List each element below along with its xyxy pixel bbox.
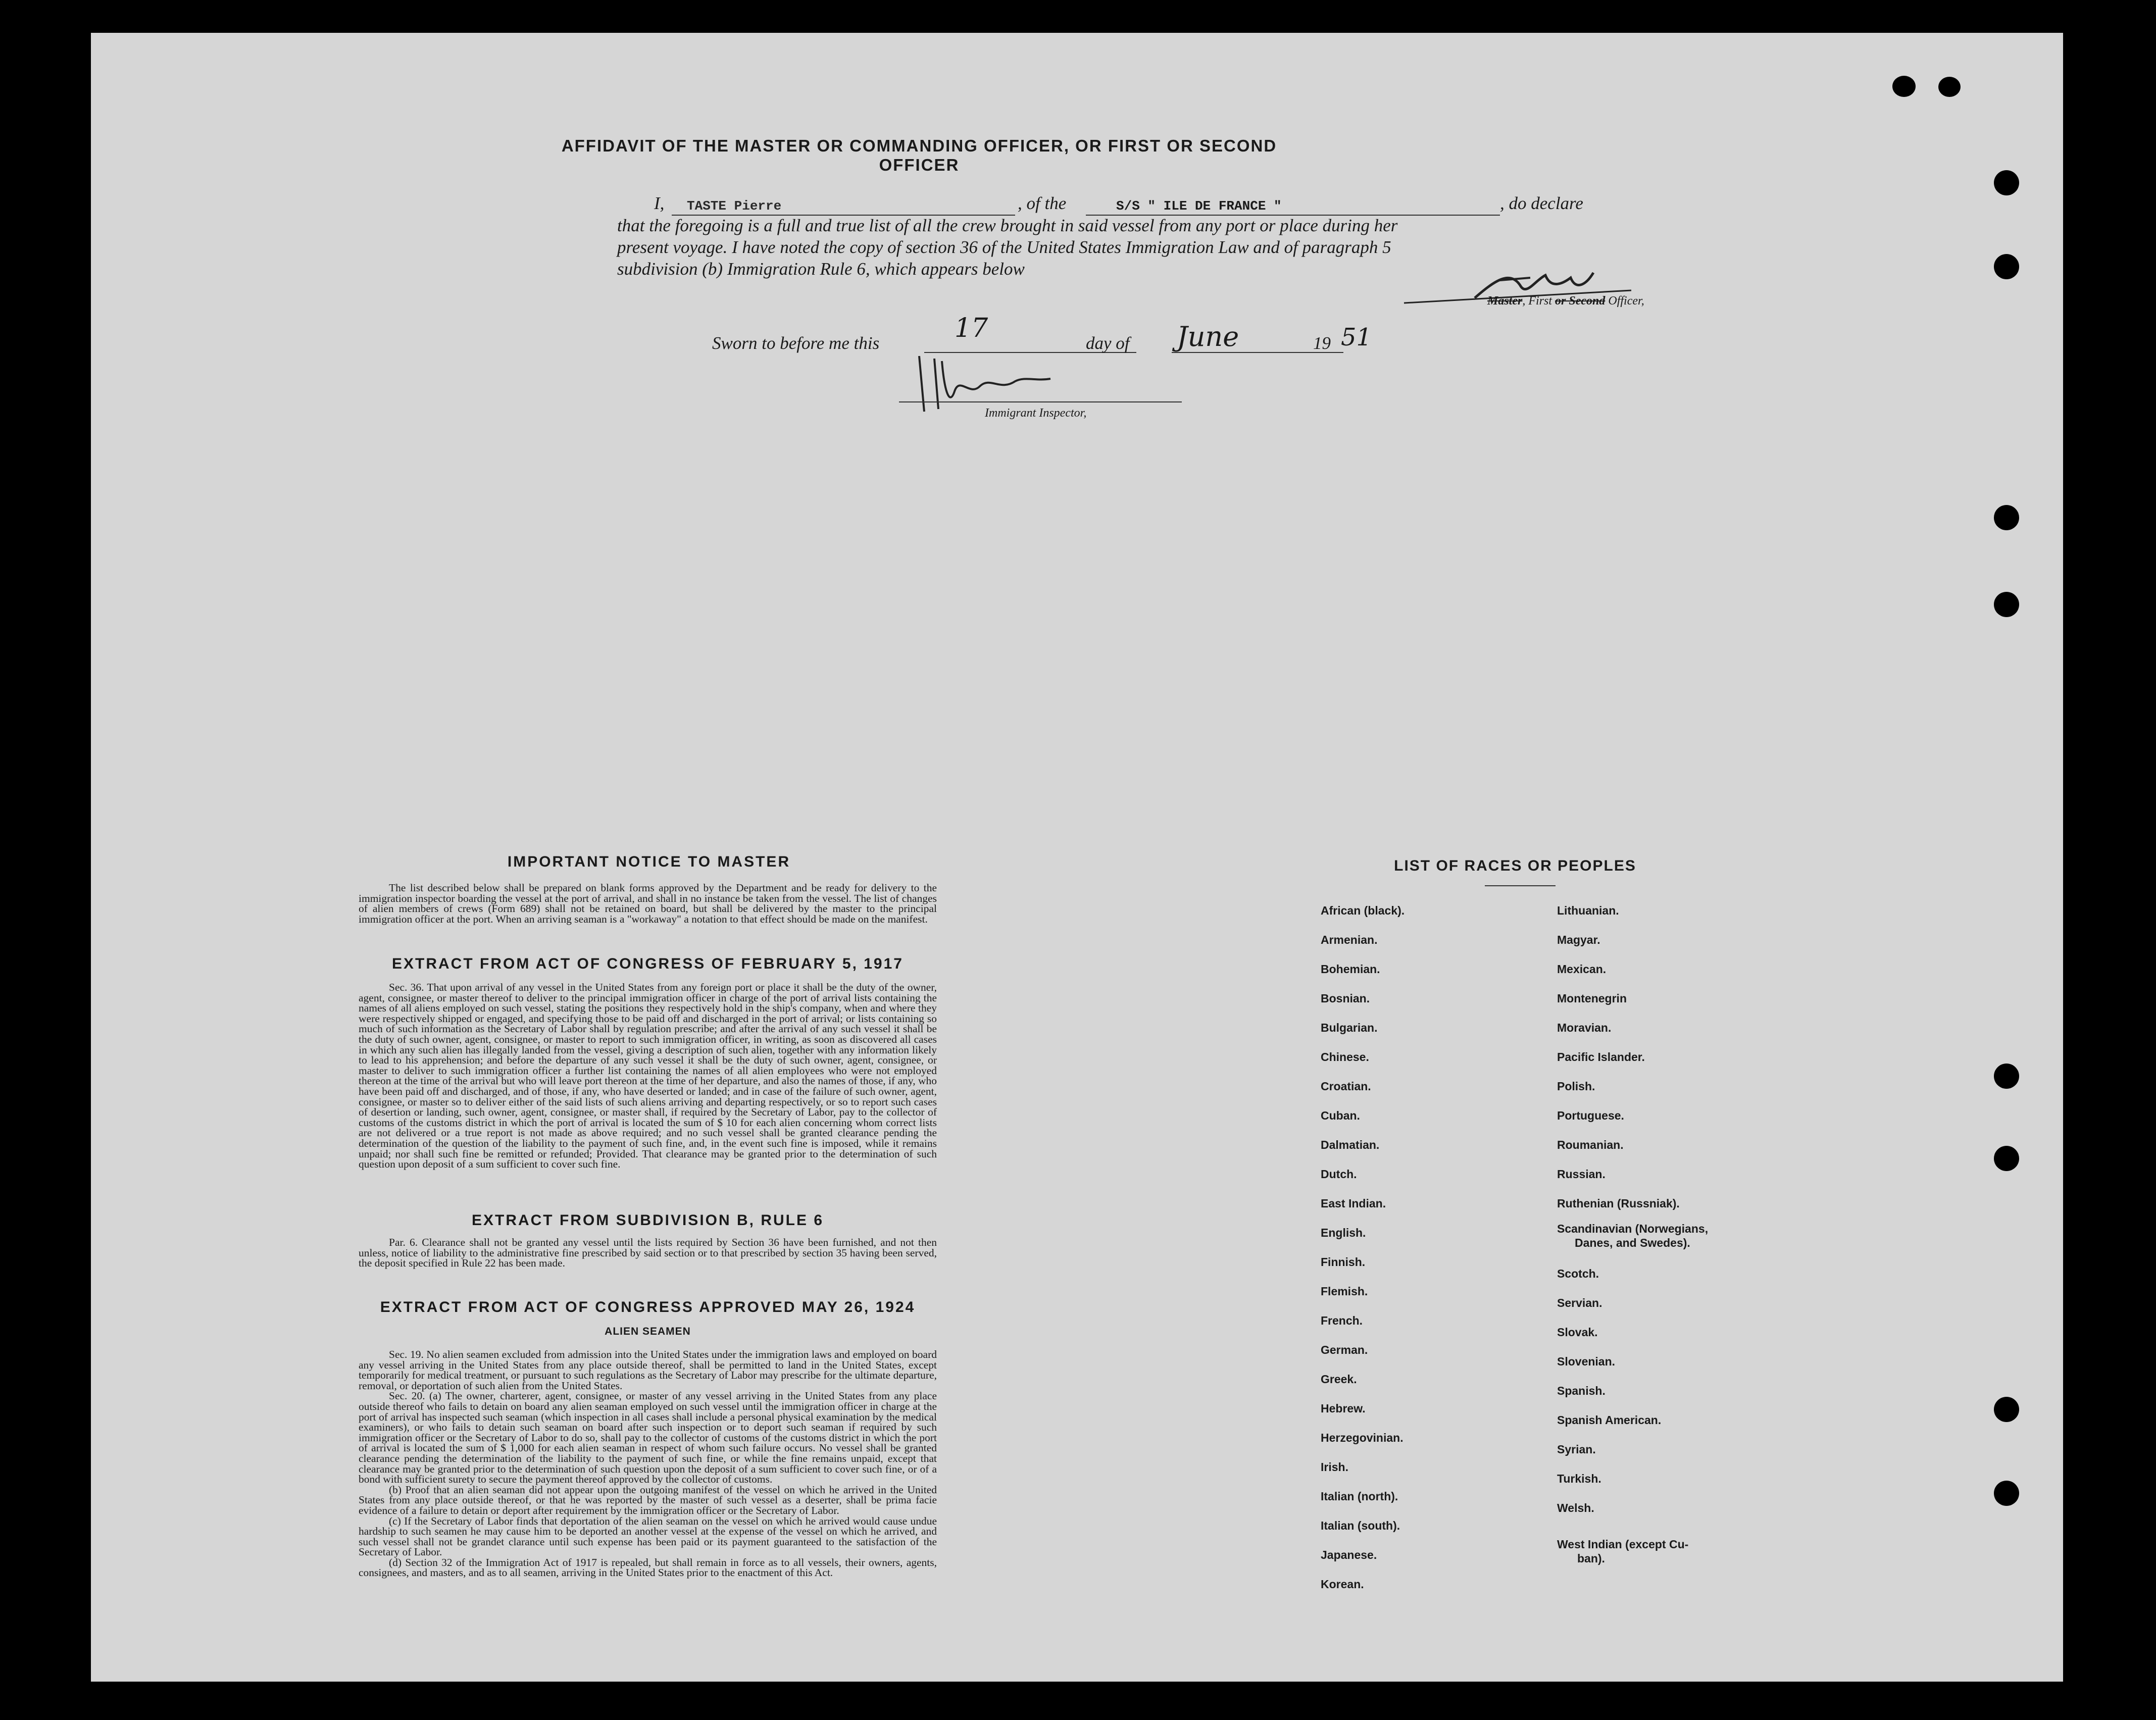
document-page — [91, 33, 2063, 1682]
first-label: , First — [1522, 294, 1552, 308]
extract-1924-title: EXTRACT FROM ACT OF CONGRESS APPROVED MAY 26, 1924 — [380, 1299, 916, 1316]
punch-hole — [1994, 170, 2019, 195]
race-item: Dalmatian. — [1321, 1138, 1380, 1151]
race-item: ban). — [1577, 1552, 1605, 1565]
race-item: Japanese. — [1321, 1548, 1377, 1561]
sworn-label: Sworn to before me this — [712, 333, 880, 353]
do-declare-label: , do declare — [1500, 193, 1583, 213]
race-item: Servian. — [1557, 1296, 1602, 1309]
second-label-struck: or Second — [1555, 294, 1606, 308]
race-item: Korean. — [1321, 1578, 1364, 1591]
punch-hole — [1994, 254, 2019, 279]
race-item: Montenegrin — [1557, 992, 1627, 1005]
race-item: Magyar. — [1557, 933, 1600, 946]
race-item: Croatian. — [1321, 1080, 1371, 1093]
race-item: Armenian. — [1321, 933, 1378, 946]
affidavit-title: AFFIDAVIT OF THE MASTER OR COMMANDING OFFICER, OR FIRST OR SECOND OFFICER — [561, 136, 1277, 174]
alien-seamen-subtitle: ALIEN SEAMEN — [605, 1326, 691, 1337]
race-item: Spanish. — [1557, 1384, 1606, 1397]
race-item: Moravian. — [1557, 1021, 1612, 1034]
race-item: Bohemian. — [1321, 963, 1380, 976]
affidavit-line-4: subdivision (b) Immigration Rule 6, which appears below — [617, 259, 1025, 279]
extract-1917-paragraph: Sec. 36. That upon arrival of any vessel in the United States from any foreign port or place it shall be the duty of the owner, agent, consignee, or master thereof to deliver to the principal immigration officer in charge of the port of arrival lists containing the names of all aliens employed on such vessel, stating the positions they respectively hold in the ship's company, when and where they were respectively shipped or engaged, and specifying those to be paid off and discharged in the port of arrival; or lists containing so much of such information as the Secretary of Labor shall by regulation prescribe; and after the arrival of any such vessel it shall be the duty of such owner, agent, consignee, or master to report to such immigration officer, in writing, as soon as discovered all cases in which any such alien has illegally landed from the vessel, giving a description of such alien, together with any information likely to lead to his apprehension; and before the departure of any such vessel it shall be the duty of such owner, agent, consignee, or master to deliver to such immigration officer a further list containing the names of all alien employees who were not employed thereon at the time of the arrival but who will leave port thereon at the time of her departure, and also the names of those, if any, who have been paid off and discharged, and of those, if any, who have deserted or landed; and in case of the failure of such owner, agent, consignee, or master so to deliver either of the said lists of such aliens arriving and departing respectively, or so to report such cases of desertion or landing, such owner, agent, consignee, or master shall, if required by the Secretary of Labor, pay to the collector of customs of the customs district in which the port of arrival is located the sum of $ 10 for each alien concerning whom correct lists are not delivered or a true report is not made as above required; and no such vessel shall be granted clearance pending the determination of the question of the liability to the payment of such fine, and, in the event such fine is imposed, while it remains unpaid; nor shall such fine be remitted or refunded; Provided. That clearance may be granted prior to the determination of such question upon deposit of a sum sufficient to cover such fine. — [359, 981, 937, 1171]
day-of-label: day of — [1086, 333, 1130, 353]
race-item: Pacific Islander. — [1557, 1050, 1645, 1064]
vessel-name-field: S/S " ILE DE FRANCE " — [1116, 198, 1282, 214]
race-item: Finnish. — [1321, 1255, 1366, 1269]
extract-1917-text — [359, 982, 937, 1170]
punch-hole — [1994, 1397, 2019, 1422]
race-item: Polish. — [1557, 1080, 1595, 1093]
race-item: Herzegovinian. — [1321, 1431, 1403, 1444]
race-item: Ruthenian (Russniak). — [1557, 1197, 1680, 1210]
race-item: East Indian. — [1321, 1197, 1386, 1210]
race-item: Cuban. — [1321, 1109, 1360, 1122]
notice-text — [359, 883, 937, 924]
extract-1924-text — [359, 1349, 937, 1578]
officer-title-line — [1487, 294, 1644, 308]
month-handwritten: June — [1177, 321, 1239, 352]
punch-hole — [1892, 76, 1916, 97]
affidavit-line-2: that the foregoing is a full and true list of all the crew brought in said vessel from any port or place during her — [617, 216, 1398, 235]
race-item: Slovenian. — [1557, 1355, 1616, 1368]
race-item: Welsh. — [1557, 1501, 1594, 1514]
race-item: Slovak. — [1557, 1326, 1598, 1339]
punch-hole — [1938, 77, 1961, 97]
extract-rule6-paragraph: Par. 6. Clearance shall not be granted any vessel until the lists required by Section 36 have been furnished, and not then unless, notice of liability to the administrative fine prescribed by said section or to that prescribed by section 35 having been served, the deposit specified in Rule 22 has been made. — [359, 1236, 937, 1270]
master-name-field: TASTE Pierre — [687, 198, 782, 214]
race-item: Greek. — [1321, 1373, 1357, 1386]
notice-title: IMPORTANT NOTICE TO MASTER — [507, 853, 791, 870]
race-item: Bosnian. — [1321, 992, 1370, 1005]
extract-1924-sec20a: Sec. 20. (a) The owner, charterer, agent, consignee, or master of any vessel arriving in the United States from any place outside thereof who fails to detain on board any alien seaman employed on such vessel until the immigration officer in charge at the port of arrival has inspected such seaman (which inspection in all cases shall include a personal physical examination by the medical examiners), or who fails to detain such seaman on board after such inspection or to deport such seaman if required by such immigration officer or the Secretary of Labor to do so, shall pay to the collector of customs of the customs district in which the port of arrival is located the sum of $ 1,000 for each alien seaman in respect of whom such failure occurs. No vessel shall be granted clearance pending the determination of the liability to the payment of such fine, or while the fine remains unpaid, except that clearance may be granted prior to the determination of such question upon the deposit of a sum sufficient to cover such fine, or of a bond with sufficient surety to secure the payment thereof approved by the collector of customs. — [359, 1390, 937, 1486]
race-item: French. — [1321, 1314, 1363, 1327]
race-item: Portuguese. — [1557, 1109, 1624, 1122]
extract-1917-title: EXTRACT FROM ACT OF CONGRESS OF FEBRUARY 5, 1917 — [392, 955, 904, 972]
affidavit-i: I, — [654, 193, 665, 213]
race-item: Italian (south). — [1321, 1519, 1400, 1532]
races-title-underline — [1485, 885, 1556, 886]
race-item: Spanish American. — [1557, 1413, 1662, 1427]
race-item: Flemish. — [1321, 1285, 1368, 1298]
affidavit-line-3: present voyage. I have noted the copy of section 36 of the United States Immigration Law and of paragraph 5 — [617, 237, 1391, 257]
inspector-label: Immigrant Inspector, — [985, 407, 1087, 420]
race-item: Danes, and Swedes). — [1575, 1236, 1690, 1249]
race-item: Irish. — [1321, 1460, 1348, 1474]
race-item: Chinese. — [1321, 1050, 1369, 1064]
punch-hole — [1994, 505, 2019, 530]
race-item: West Indian (except Cu- — [1557, 1538, 1689, 1551]
extract-rule6-title: EXTRACT FROM SUBDIVISION B, RULE 6 — [471, 1212, 824, 1229]
year-handwritten: 51 — [1341, 323, 1372, 351]
master-label-struck: Master — [1487, 294, 1523, 308]
race-item: Hebrew. — [1321, 1402, 1366, 1415]
punch-hole — [1994, 592, 2019, 617]
race-item: Dutch. — [1321, 1168, 1357, 1181]
officer-signature — [1394, 250, 1677, 321]
inspector-underline — [899, 401, 1182, 402]
punch-hole — [1994, 1481, 2019, 1506]
extract-1924-sec20c: (c) If the Secretary of Labor finds that deportation of the alien seaman on the vessel on which he arrived would cause undue hardship to such seamen he may cause him to be deported an another vessel at the expense of the vessel on which he arrived, and such vessel shall not be grandet clarance until such expense has been paid or its payment guaranteed to the satisfaction of the Secretary of Labor. — [359, 1514, 937, 1558]
punch-hole — [1994, 1064, 2019, 1089]
race-item: Mexican. — [1557, 963, 1607, 976]
extract-1924-sec19: Sec. 19. No alien seamen excluded from admission into the United States under the immigration laws and employed on board any vessel arriving in the United States from any place outside thereof, shall be permitted to land in the United States, except temporarily for medical treatment, or pursuant to such regulations as the Secretary of Labor may prescribe for the ultimate departure, removal, or deportation of such alien from the United States. — [359, 1348, 937, 1392]
race-item: Turkish. — [1557, 1472, 1601, 1485]
race-item: Bulgarian. — [1321, 1021, 1378, 1034]
officer-label: Officer, — [1605, 294, 1644, 308]
race-item: Lithuanian. — [1557, 904, 1619, 917]
punch-hole — [1994, 1146, 2019, 1171]
race-item: Russian. — [1557, 1168, 1606, 1181]
extract-rule6-text — [359, 1237, 937, 1269]
race-item: Roumanian. — [1557, 1138, 1624, 1151]
extract-1924-sec20b: (b) Proof that an alien seaman did not appear upon the outgoing manifest of the vessel on which he arrived in the United States from any place outside thereof, or that he was reported by the master of such vessel as a deserter, shall be prima facie evidence of a failure to detain or deport after requirement by the immigration officer or the Secretary of Labor. — [359, 1483, 937, 1516]
notice-paragraph: The list described below shall be prepared on blank forms approved by the Department and be ready for delivery to the immigration inspector boarding the vessel at the port of arrival, and shall in no instance be taken from the vessel. The list of changes of alien members of crews (Form 689) shall not be retained on board, but shall be delivered by the master to the principal immigration officer at the port. When an arriving seaman is a "workaway" a notation to that effect should be made on the manifest. — [359, 882, 937, 925]
race-item: German. — [1321, 1343, 1368, 1356]
day-handwritten: 17 — [955, 313, 988, 343]
extract-1924-sec20d: (d) Section 32 of the Immigration Act of 1917 is repealed, but shall remain in force as to all vessels, their owners, agents, consignees, and masters, and as to all seamen, arriving in the United States prior to the enactment of this Act. — [359, 1556, 937, 1579]
race-item: Syrian. — [1557, 1443, 1596, 1456]
race-item: Italian (north). — [1321, 1490, 1398, 1503]
race-item: African (black). — [1321, 904, 1405, 917]
races-title: LIST OF RACES OR PEOPLES — [1394, 857, 1636, 874]
race-item: English. — [1321, 1226, 1366, 1239]
of-the-label: , of the — [1018, 193, 1067, 213]
race-item: Scandinavian (Norwegians, — [1557, 1222, 1709, 1235]
race-item: Scotch. — [1557, 1267, 1599, 1280]
year-prefix: 19 — [1313, 333, 1331, 353]
